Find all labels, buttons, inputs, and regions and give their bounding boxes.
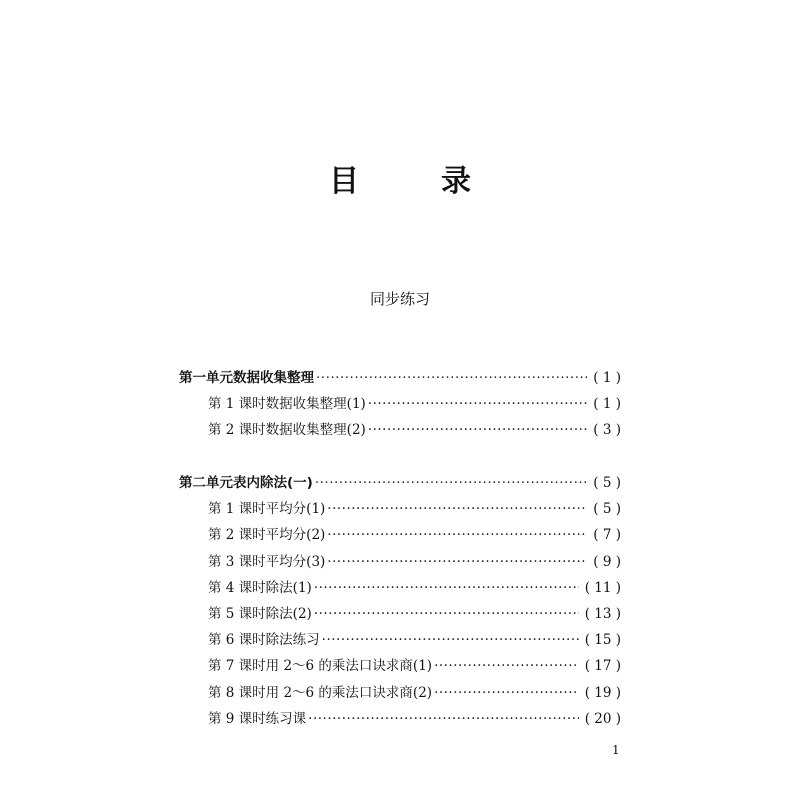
page-reference: ( 17 ) (584, 658, 621, 675)
toc-unit-2 (179, 470, 621, 732)
page-reference: ( 11 ) (584, 579, 621, 596)
lesson-number: 第 4 课时 (208, 579, 266, 596)
page-number: 1 (612, 743, 620, 757)
page-reference: ( 5 ) (593, 501, 621, 518)
toc-unit-heading[interactable] (179, 365, 621, 391)
lesson-number: 第 7 课时 (208, 658, 266, 675)
dot-leader (308, 706, 579, 732)
lesson-number: 第 1 课时 (208, 501, 266, 518)
toc-lesson-row[interactable] (179, 417, 621, 443)
page-reference: ( 19 ) (584, 684, 621, 701)
lesson-name: 除法(1) (265, 579, 312, 596)
page-reference: ( 20 ) (584, 710, 621, 727)
lesson-name: 数据收集整理(1) (265, 396, 366, 413)
page-reference: ( 1 ) (593, 370, 621, 386)
dot-leader (368, 391, 587, 417)
lesson-number: 第 5 课时 (208, 605, 266, 622)
unit-number: 第一单元 (179, 370, 233, 386)
dot-leader (314, 601, 579, 627)
dot-leader (316, 365, 587, 391)
dot-leader (327, 522, 587, 548)
dot-leader (327, 549, 587, 575)
page-title: 目 录 (329, 164, 497, 199)
unit-name: 表内除法(一) (233, 475, 313, 491)
dot-leader (315, 470, 587, 496)
lesson-name: 练习课 (265, 710, 307, 727)
toc-unit-1 (179, 365, 621, 444)
toc-lesson-row[interactable] (179, 391, 621, 417)
toc-lesson-row[interactable] (179, 680, 621, 706)
lesson-number: 第 2 课时 (208, 422, 266, 439)
toc-lesson-row[interactable] (179, 496, 621, 522)
dot-leader (327, 496, 587, 522)
toc-lesson-row[interactable] (179, 653, 621, 679)
unit-name: 数据收集整理 (233, 370, 314, 386)
lesson-name: 平均分(2) (265, 527, 326, 544)
dot-leader (434, 653, 579, 679)
unit-number: 第二单元 (179, 475, 233, 491)
dot-leader (314, 575, 579, 601)
dot-leader (434, 680, 579, 706)
dot-leader (322, 627, 579, 653)
lesson-number: 第 2 课时 (208, 527, 266, 544)
lesson-number: 第 8 课时 (208, 684, 266, 701)
toc-lesson-row[interactable] (179, 627, 621, 653)
dot-leader (368, 417, 587, 443)
lesson-name: 数据收集整理(2) (265, 422, 366, 439)
page-reference: ( 13 ) (584, 605, 621, 622)
page-reference: ( 9 ) (593, 553, 621, 570)
lesson-number: 第 6 课时 (208, 632, 266, 649)
lesson-number: 第 9 课时 (208, 710, 266, 727)
toc-lesson-row[interactable] (179, 601, 621, 627)
lesson-name: 用 2～6 的乘法口诀求商(2) (265, 684, 433, 701)
lesson-name: 平均分(3) (265, 553, 326, 570)
page-reference: ( 1 ) (593, 396, 621, 413)
page-reference: ( 7 ) (593, 527, 621, 544)
toc-lesson-row[interactable] (179, 706, 621, 732)
page-reference: ( 3 ) (593, 422, 621, 439)
lesson-name: 除法练习 (265, 632, 320, 649)
lesson-name: 除法(2) (265, 605, 312, 622)
toc-lesson-row[interactable] (179, 575, 621, 601)
page-reference: ( 5 ) (593, 475, 621, 491)
lesson-number: 第 1 课时 (208, 396, 266, 413)
toc-lesson-row[interactable] (179, 549, 621, 575)
section-subtitle: 同步练习 (369, 290, 430, 308)
page-reference: ( 15 ) (584, 632, 621, 649)
toc-lesson-row[interactable] (179, 522, 621, 548)
toc-unit-heading[interactable] (179, 470, 621, 496)
lesson-name: 平均分(1) (265, 501, 326, 518)
lesson-number: 第 3 课时 (208, 553, 266, 570)
lesson-name: 用 2～6 的乘法口诀求商(1) (265, 658, 433, 675)
